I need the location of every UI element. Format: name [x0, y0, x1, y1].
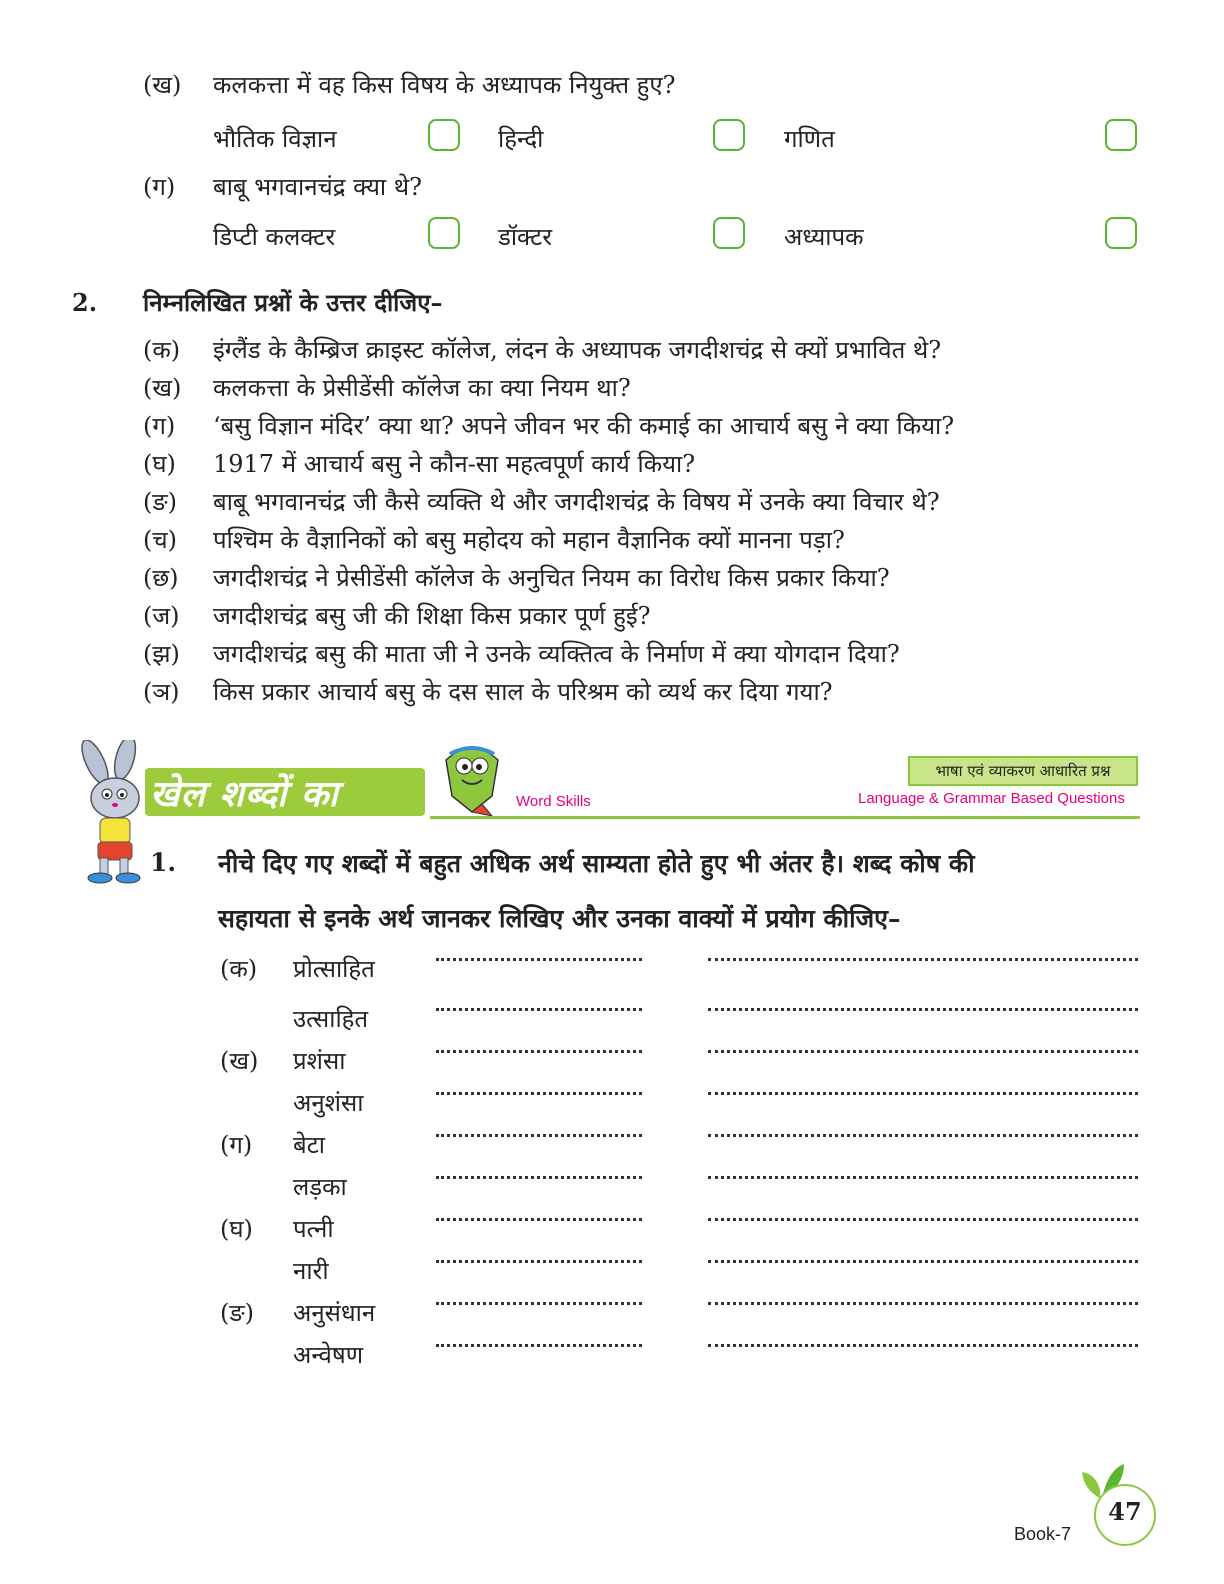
pair-kha-meaning2-blank[interactable]: [436, 1092, 642, 1095]
pair-ka-sentence1-blank[interactable]: [708, 958, 1138, 961]
pair-nga-sentence2-blank[interactable]: [708, 1344, 1138, 1347]
question-cha-label: (च): [143, 526, 177, 554]
grammar-badge-english: Language & Grammar Based Questions: [858, 790, 1125, 807]
pair-ka-label: (क): [220, 955, 258, 983]
mcq-kha-checkbox-2[interactable]: [713, 119, 745, 151]
section2-heading: निम्नलिखित प्रश्नों के उत्तर दीजिए–: [143, 288, 443, 317]
pair-nga-word1: अनुसंधान: [293, 1299, 376, 1327]
question-nya-label: (ञ): [143, 678, 180, 706]
pair-gha-sentence1-blank[interactable]: [708, 1218, 1138, 1221]
pair-ga-sentence2-blank[interactable]: [708, 1176, 1138, 1179]
word-skills-label: Word Skills: [516, 793, 591, 810]
pair-gha-meaning1-blank[interactable]: [436, 1218, 642, 1221]
pair-kha-word1: प्रशंसा: [293, 1047, 346, 1075]
section2-number: 2.: [72, 288, 98, 317]
mcq-ga-label: (ग): [143, 173, 176, 201]
mcq-kha-checkbox-3[interactable]: [1105, 119, 1137, 151]
question-ka-text: इंग्लैंड के कैम्ब्रिज क्राइस्ट कॉलेज, लंदन के अध्यापक जगदीशचंद्र से क्यों प्रभावित थे?: [213, 336, 942, 364]
pair-ka-meaning1-blank[interactable]: [436, 958, 642, 961]
mcq-kha-question: कलकत्ता में वह किस विषय के अध्यापक नियुक्त हुए?: [213, 71, 676, 99]
pencil-mascot-icon: [436, 738, 508, 818]
mcq-ga-checkbox-2[interactable]: [713, 217, 745, 249]
pair-kha-sentence2-blank[interactable]: [708, 1092, 1138, 1095]
pair-kha-sentence1-blank[interactable]: [708, 1050, 1138, 1053]
grammar-badge: भाषा एवं व्याकरण आधारित प्रश्न: [908, 756, 1138, 786]
pair-kha-meaning1-blank[interactable]: [436, 1050, 642, 1053]
question-gha-text: 1917 में आचार्य बसु ने कौन-सा महत्वपूर्ण कार्य किया?: [213, 450, 696, 478]
pair-gha-sentence2-blank[interactable]: [708, 1260, 1138, 1263]
pair-ka-meaning2-blank[interactable]: [436, 1008, 642, 1011]
page-number: 47: [1108, 1497, 1142, 1526]
question-gha-label: (घ): [143, 450, 176, 478]
pair-nga-meaning2-blank[interactable]: [436, 1344, 642, 1347]
question-nga-text: बाबू भगवानचंद्र जी कैसे व्यक्ति थे और जगदीशचंद्र के विषय में उनके क्या विचार थे?: [213, 488, 940, 516]
question-nga-label: (ङ): [143, 488, 178, 516]
wordskills-number: 1.: [150, 848, 177, 877]
mcq-ga-checkbox-1[interactable]: [428, 217, 460, 249]
pair-ga-word1: बेटा: [293, 1131, 326, 1159]
mcq-ga-option-3: अध्यापक: [784, 223, 864, 251]
question-jha-label: (झ): [143, 640, 180, 668]
mcq-kha-option-2: हिन्दी: [498, 125, 544, 153]
pair-nga-meaning1-blank[interactable]: [436, 1302, 642, 1305]
pair-kha-word2: अनुशंसा: [293, 1089, 364, 1117]
question-ga-label: (ग): [143, 412, 176, 440]
banner-rule: [430, 816, 1140, 819]
pair-gha-word2: नारी: [293, 1257, 329, 1285]
mcq-ga-checkbox-3[interactable]: [1105, 217, 1137, 249]
question-kha-text: कलकत्ता के प्रेसीडेंसी कॉलेज का क्या नियम था?: [213, 374, 631, 402]
pair-ga-label: (ग): [220, 1131, 253, 1159]
question-ja-text: जगदीशचंद्र बसु जी की शिक्षा किस प्रकार पूर्ण हुई?: [213, 602, 651, 630]
mcq-ga-question: बाबू भगवानचंद्र क्या थे?: [213, 173, 422, 201]
pair-gha-word1: पत्नी: [293, 1215, 334, 1243]
pair-ga-sentence1-blank[interactable]: [708, 1134, 1138, 1137]
mcq-kha-label: (ख): [143, 71, 182, 99]
pair-nga-label: (ङ): [220, 1299, 255, 1327]
wordskills-instruction-line2: सहायता से इनके अर्थ जानकर लिखिए और उनका वाक्यों में प्रयोग कीजिए–: [218, 904, 901, 933]
pair-ga-meaning2-blank[interactable]: [436, 1176, 642, 1179]
mcq-kha-checkbox-1[interactable]: [428, 119, 460, 151]
book-label: Book-7: [1014, 1524, 1072, 1544]
question-chha-label: (छ): [143, 564, 179, 592]
mcq-kha-option-1: भौतिक विज्ञान: [213, 125, 337, 153]
question-nya-text: किस प्रकार आचार्य बसु के दस साल के परिश्रम को व्यर्थ कर दिया गया?: [213, 678, 833, 706]
question-cha-text: पश्चिम के वैज्ञानिकों को बसु महोदय को महान वैज्ञानिक क्यों मानना पड़ा?: [213, 526, 845, 554]
question-jha-text: जगदीशचंद्र बसु की माता जी ने उनके व्यक्तित्व के निर्माण में क्या योगदान दिया?: [213, 640, 900, 668]
mcq-ga-option-2: डॉक्टर: [498, 223, 553, 251]
pair-ka-word1: प्रोत्साहित: [293, 955, 375, 983]
pair-kha-label: (ख): [220, 1047, 259, 1075]
question-kha-label: (ख): [143, 374, 182, 402]
pair-nga-sentence1-blank[interactable]: [708, 1302, 1138, 1305]
pair-gha-meaning2-blank[interactable]: [436, 1260, 642, 1263]
pair-ga-word2: लड़का: [293, 1173, 347, 1201]
question-ja-label: (ज): [143, 602, 180, 630]
mcq-kha-option-3: गणित: [784, 125, 835, 153]
pair-ka-sentence2-blank[interactable]: [708, 1008, 1138, 1011]
mcq-ga-option-1: डिप्टी कलक्टर: [213, 223, 336, 251]
pair-ka-word2: उत्साहित: [293, 1005, 369, 1033]
question-chha-text: जगदीशचंद्र ने प्रेसीडेंसी कॉलेज के अनुचित नियम का विरोध किस प्रकार किया?: [213, 564, 890, 592]
question-ka-label: (क): [143, 336, 181, 364]
pair-nga-word2: अन्वेषण: [293, 1341, 364, 1369]
banner-title: खेल शब्दों का: [150, 774, 339, 815]
pair-ga-meaning1-blank[interactable]: [436, 1134, 642, 1137]
wordskills-instruction-line1: नीचे दिए गए शब्दों में बहुत अधिक अर्थ साम्यता होते हुए भी अंतर है। शब्द कोष की: [218, 849, 975, 878]
question-ga-text: ‘बसु विज्ञान मंदिर’ क्या था? अपने जीवन भर की कमाई का आचार्य बसु ने क्या किया?: [213, 412, 955, 440]
pair-gha-label: (घ): [220, 1215, 253, 1243]
